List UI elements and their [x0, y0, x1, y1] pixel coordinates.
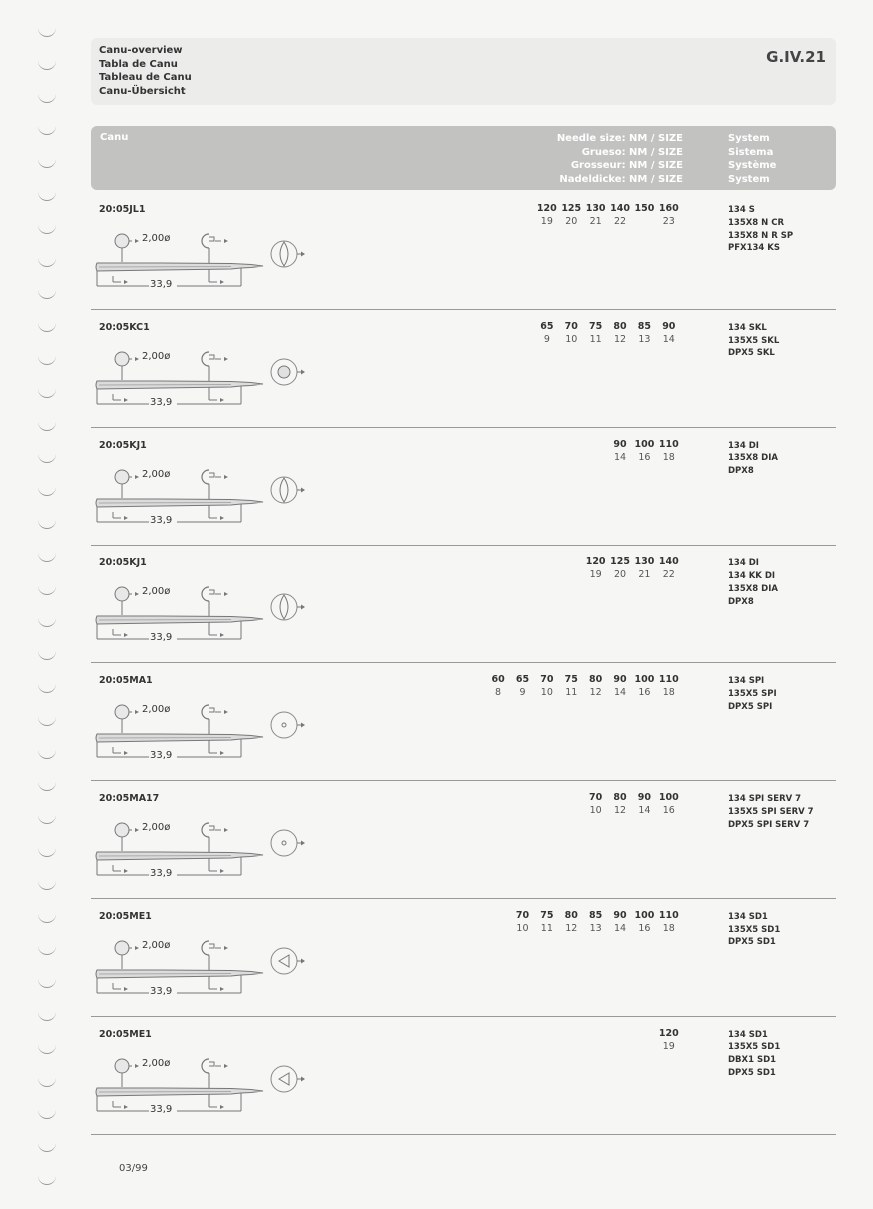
size-column: [657, 909, 681, 935]
size-value: 9: [519, 687, 526, 699]
table-header: [91, 126, 836, 190]
size-column: [535, 909, 559, 935]
size-value: 12: [565, 922, 578, 934]
size-value: 16: [638, 451, 651, 463]
size-column: [657, 202, 681, 228]
size-value: 20: [613, 569, 627, 581]
binder-ring: [38, 586, 56, 595]
nm-value: 80: [613, 792, 627, 803]
length-label: 33,9: [150, 396, 173, 408]
diameter-label: 2,00ø: [142, 939, 171, 951]
needle-sizes: [535, 320, 681, 346]
binder-ring: [38, 815, 56, 824]
diameter-label: 2,00ø: [142, 586, 171, 598]
size-column: [583, 909, 607, 935]
size-value: 13: [638, 333, 651, 345]
binder-ring: [38, 159, 56, 168]
binder-ring: [38, 1012, 56, 1021]
small-round-point-icon: [269, 709, 309, 741]
size-value: 10: [516, 922, 529, 934]
system-value: 135X8 DIA: [728, 583, 778, 594]
title-line: Canu-overview: [99, 45, 183, 56]
needle-sizes: [657, 1027, 681, 1053]
nm-value: 75: [564, 674, 578, 686]
nm-value: 85: [637, 320, 652, 332]
triangle-point-icon: [269, 1063, 309, 1095]
header-label: Système: [728, 160, 777, 171]
header-label: System: [728, 133, 770, 144]
binder-ring: [38, 323, 56, 332]
system-value: DBX1 SD1: [728, 1055, 777, 1066]
nm-value: 75: [589, 320, 603, 332]
nm-value: 90: [637, 792, 652, 803]
size-column: [608, 673, 632, 699]
binder-ring: [38, 192, 56, 201]
size-value: 11: [565, 687, 578, 699]
size-column: [632, 320, 656, 346]
nm-value: 120: [585, 556, 606, 568]
system-value: 134 KK DI: [728, 571, 776, 582]
nm-value: 65: [540, 320, 554, 332]
size-value: 16: [662, 805, 675, 816]
system-value: DPX5 SPI SERV 7: [728, 819, 810, 830]
title-line: Canu-Übersicht: [99, 85, 186, 97]
title-line: Tabla de Canu: [99, 58, 178, 70]
size-column: [632, 555, 656, 581]
system-list: [728, 440, 778, 478]
nm-value: 85: [589, 909, 603, 921]
size-column: [583, 791, 607, 817]
canu-name: 20:05KC1: [99, 321, 150, 333]
size-column: [535, 202, 559, 228]
binder-ring: [38, 750, 56, 759]
binder-ring: [38, 389, 56, 398]
title-line: Tableau de Canu: [99, 72, 192, 83]
size-column: [559, 320, 583, 346]
size-column: [657, 555, 681, 581]
system-value: DPX8: [728, 466, 754, 477]
size-column: [583, 320, 607, 346]
nm-value: 90: [662, 320, 676, 332]
nm-value: 80: [589, 674, 603, 686]
size-value: 10: [589, 805, 602, 816]
binder-ring: [38, 126, 56, 135]
page-title: [99, 44, 192, 98]
size-column: [657, 438, 681, 464]
round-point-icon: [269, 356, 309, 388]
header-label: Nadeldicke: NM / SIZE: [559, 173, 683, 185]
table-row: [91, 428, 836, 546]
length-label: 33,9: [150, 514, 173, 526]
binder-ring: [38, 61, 56, 70]
binder-ring: [38, 487, 56, 496]
header-label: Grueso: NM / SIZE: [581, 146, 683, 158]
column-header-needle-size: [557, 132, 683, 186]
size-value: 18: [662, 922, 675, 934]
binder-ring: [38, 1176, 56, 1185]
system-value: 135X5 SD1: [728, 924, 781, 935]
size-value: 18: [662, 451, 675, 463]
lens-point-icon: [269, 238, 309, 270]
needle-sizes: [583, 791, 681, 817]
size-column: [559, 909, 583, 935]
binder-ring: [38, 717, 56, 726]
size-column: [510, 673, 534, 699]
needle-sizes: [510, 909, 681, 935]
system-value: 134 SPI SERV 7: [728, 794, 802, 804]
binder-ring: [38, 290, 56, 299]
nm-value: 120: [658, 1027, 679, 1039]
table-row: [91, 310, 836, 428]
size-value: 11: [589, 333, 602, 345]
size-value: 18: [662, 687, 675, 699]
size-column: [632, 791, 656, 817]
diameter-label: 2,00ø: [142, 233, 171, 244]
canu-name: 20:05KJ1: [99, 439, 147, 451]
size-column: [535, 673, 559, 699]
system-value: 135X8 DIA: [728, 453, 778, 464]
size-value: 10: [565, 333, 578, 345]
table-row: [91, 899, 836, 1017]
system-value: 135X5 SD1: [728, 1042, 781, 1053]
system-value: DPX5 SD1: [728, 1067, 776, 1078]
size-value: 21: [638, 569, 651, 581]
system-value: DPX8: [728, 596, 754, 607]
table-row: [91, 545, 836, 663]
nm-value: 70: [515, 909, 530, 921]
diameter-label: 2,00ø: [142, 350, 171, 362]
nm-value: 100: [658, 792, 679, 803]
nm-value: 65: [515, 674, 530, 686]
size-column: [657, 320, 681, 346]
size-value: 14: [613, 687, 627, 699]
system-value: 134 SD1: [728, 1029, 768, 1040]
nm-value: 100: [634, 438, 655, 450]
size-column: [632, 438, 656, 464]
size-column: [632, 202, 656, 228]
binder-ring: [38, 782, 56, 791]
canu-name: 20:05KJ1: [99, 557, 147, 569]
nm-value: 110: [658, 909, 679, 921]
nm-value: 80: [613, 320, 627, 332]
nm-value: 120: [536, 203, 557, 214]
binder-ring: [38, 848, 56, 857]
diameter-label: 2,00ø: [142, 468, 171, 480]
binder-ring: [38, 914, 56, 923]
diameter-label: 2,00ø: [142, 822, 171, 833]
size-column: [608, 791, 632, 817]
binder-holes: [38, 28, 68, 1209]
size-column: [632, 909, 656, 935]
size-column: [657, 791, 681, 817]
binder-ring: [38, 94, 56, 103]
size-value: 9: [543, 333, 550, 345]
needle-sizes: [486, 673, 681, 699]
system-value: 134 DI: [728, 558, 759, 569]
diameter-label: 2,00ø: [142, 704, 171, 716]
size-value: 10: [540, 687, 553, 699]
size-value: 20: [565, 216, 578, 227]
needle-sizes: [535, 202, 681, 228]
size-column: [608, 438, 632, 464]
size-value: 12: [589, 687, 602, 699]
nm-value: 125: [561, 203, 582, 214]
nm-value: 140: [610, 203, 630, 214]
nm-value: 70: [564, 320, 578, 332]
needle-sizes: [583, 555, 681, 581]
binder-ring: [38, 979, 56, 988]
size-column: [583, 555, 607, 581]
binder-ring: [38, 422, 56, 431]
column-header-system: [728, 132, 776, 186]
length-label: 33,9: [150, 1103, 173, 1115]
system-value: 135X8 N CR: [728, 217, 785, 228]
nm-value: 70: [540, 674, 554, 686]
nm-value: 110: [658, 438, 679, 450]
length-label: 33,9: [150, 985, 173, 997]
table-row: [91, 192, 836, 310]
header-label: Needle size: NM / SIZE: [556, 133, 683, 144]
binder-ring: [38, 651, 56, 660]
nm-value: 140: [658, 556, 679, 568]
system-value: 134 DI: [728, 440, 759, 451]
length-label: 33,9: [150, 750, 173, 762]
size-value: 16: [638, 687, 651, 699]
binder-ring: [38, 1110, 56, 1119]
header-label: Grosseur: NM / SIZE: [570, 160, 683, 171]
binder-ring: [38, 684, 56, 693]
size-column: [583, 202, 607, 228]
system-list: [728, 675, 777, 713]
binder-ring: [38, 258, 56, 267]
nm-value: 100: [634, 674, 655, 686]
length-label: 33,9: [150, 279, 173, 290]
size-column: [632, 673, 656, 699]
system-list: [728, 911, 780, 949]
lens-point-icon: [269, 591, 309, 623]
nm-value: 90: [613, 909, 627, 921]
small-round-point-icon: [269, 827, 309, 859]
table-row: [91, 781, 836, 899]
nm-value: 90: [613, 438, 627, 450]
system-value: 134 SKL: [728, 322, 767, 333]
binder-ring: [38, 28, 56, 37]
size-value: 12: [613, 333, 627, 345]
size-value: 16: [638, 922, 651, 934]
binder-ring: [38, 520, 56, 529]
system-list: [728, 557, 778, 608]
binder-ring: [38, 553, 56, 562]
triangle-point-icon: [269, 945, 309, 977]
size-value: [632, 215, 656, 228]
length-label: 33,9: [150, 632, 173, 644]
table-row: [91, 1017, 836, 1135]
column-header-canu: Canu: [100, 132, 129, 143]
binder-ring: [38, 225, 56, 234]
size-value: 14: [613, 451, 627, 463]
system-list: [728, 793, 814, 831]
size-column: [583, 673, 607, 699]
system-list: [728, 1029, 780, 1080]
page-code: G.IV.21: [766, 48, 826, 66]
canu-name: 20:05ME1: [99, 1028, 152, 1040]
canu-name: 20:05JL1: [99, 204, 146, 215]
binder-ring: [38, 618, 56, 627]
system-list: [728, 322, 779, 360]
size-value: 19: [589, 569, 602, 581]
size-value: 21: [589, 216, 602, 227]
nm-value: 110: [658, 674, 679, 686]
system-value: DPX5 SPI: [728, 701, 773, 712]
system-value: 134 S: [728, 205, 755, 215]
size-column: [608, 555, 632, 581]
nm-value: 125: [610, 556, 630, 568]
binder-ring: [38, 1078, 56, 1087]
footer-date: 03/99: [119, 1163, 148, 1174]
header-label: System: [728, 173, 770, 185]
header-label: Sistema: [728, 146, 774, 158]
size-column: [657, 1027, 681, 1053]
size-column: [657, 673, 681, 699]
binder-ring: [38, 356, 56, 365]
nm-value: 80: [564, 909, 578, 921]
size-value: 22: [613, 216, 627, 227]
needle-sizes: [608, 438, 681, 464]
nm-value: 150: [634, 203, 655, 214]
size-column: [510, 909, 534, 935]
lens-point-icon: [269, 474, 309, 506]
size-value: 13: [589, 922, 602, 934]
binder-ring: [38, 881, 56, 890]
binder-ring: [38, 946, 56, 955]
system-value: DPX5 SKL: [728, 348, 775, 359]
canu-name: 20:05MA1: [99, 675, 153, 687]
binder-ring: [38, 454, 56, 463]
size-value: 12: [613, 805, 627, 816]
size-value: 22: [662, 569, 675, 581]
size-value: 23: [662, 216, 675, 227]
binder-ring: [38, 1143, 56, 1152]
nm-value: 160: [658, 203, 679, 214]
nm-value: 130: [634, 556, 655, 568]
system-value: 135X5 SKL: [728, 335, 780, 346]
system-value: DPX5 SD1: [728, 937, 776, 948]
system-value: 135X8 N R SP: [728, 230, 794, 241]
size-column: [608, 909, 632, 935]
nm-value: 75: [540, 909, 554, 921]
size-value: 8: [495, 687, 502, 699]
length-label: 33,9: [150, 868, 173, 879]
size-value: 19: [662, 1040, 675, 1052]
canu-name: 20:05ME1: [99, 910, 152, 922]
system-value: 135X5 SPI: [728, 688, 777, 699]
canu-name: 20:05MA17: [99, 793, 160, 804]
system-value: PFX134 KS: [728, 243, 781, 254]
binder-ring: [38, 1045, 56, 1054]
size-column: [535, 320, 559, 346]
size-column: [608, 202, 632, 228]
diameter-label: 2,00ø: [142, 1057, 171, 1069]
size-column: [559, 202, 583, 228]
size-value: 14: [638, 805, 651, 816]
nm-value: 70: [589, 792, 603, 803]
nm-value: 60: [491, 674, 505, 686]
title-box: [91, 38, 836, 105]
size-value: 11: [540, 922, 553, 934]
table-row: [91, 663, 836, 781]
nm-value: 130: [585, 203, 606, 214]
system-value: 134 SD1: [728, 911, 768, 922]
system-value: 134 SPI: [728, 676, 765, 687]
system-list: [728, 204, 793, 255]
nm-value: 90: [613, 674, 627, 686]
size-column: [608, 320, 632, 346]
nm-value: 100: [634, 909, 655, 921]
system-value: 135X5 SPI SERV 7: [728, 806, 814, 817]
size-value: 14: [613, 922, 627, 934]
size-value: 14: [662, 333, 675, 345]
size-column: [559, 673, 583, 699]
size-value: 19: [540, 216, 553, 227]
size-column: [486, 673, 510, 699]
